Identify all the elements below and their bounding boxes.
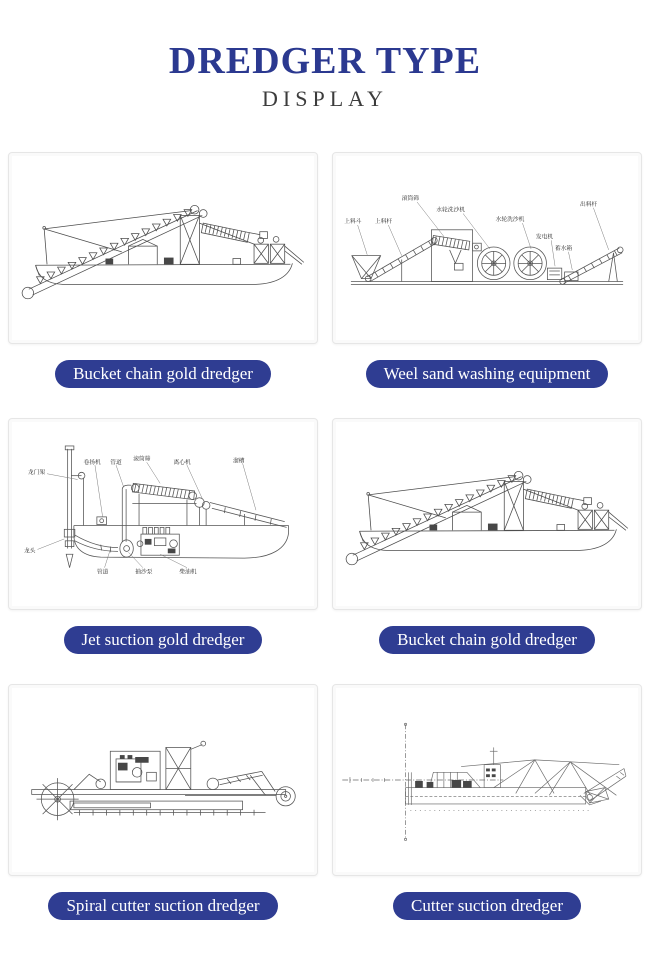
dredger-card [332, 418, 642, 654]
label-button-jet-suction[interactable]: Jet suction gold dredger [64, 626, 263, 654]
dredger-card [8, 418, 318, 654]
dredger-figure-wheel-sand-washing[interactable] [332, 152, 642, 344]
label-button-spiral-cutter[interactable]: Spiral cutter suction dredger [48, 892, 277, 920]
annotation-label: 水轮洗沙机 [495, 217, 525, 224]
annotation-label: 溜槽 [232, 458, 245, 465]
annotation-label: 管道 [96, 569, 109, 576]
dredger-card [8, 152, 318, 388]
label-button-bucket-chain-1[interactable]: Bucket chain gold dredger [55, 360, 271, 388]
annotation-label: 管道 [110, 460, 122, 467]
dredger-grid [0, 152, 650, 920]
annotation-label: 出料杆 [579, 201, 598, 208]
annotation-label: 滚筒筛 [401, 195, 419, 202]
annotation-label: 发电机 [535, 234, 554, 241]
annotation-label: 龙头 [24, 548, 36, 555]
label-button-cutter-suction[interactable]: Cutter suction dredger [393, 892, 581, 920]
dredger-figure-spiral-cutter[interactable] [8, 684, 318, 876]
annotation-label: 蓄水箱 [555, 245, 573, 252]
annotation-label: 上料杆 [374, 218, 393, 225]
wheel-sand-washing-drawing [336, 156, 638, 340]
bucket-chain-drawing [12, 156, 314, 340]
annotation-label: 抽沙泵 [135, 569, 153, 576]
page-subtitle: DISPLAY [262, 85, 388, 111]
label-button-bucket-chain-2[interactable]: Bucket chain gold dredger [379, 626, 595, 654]
annotation-label: 离心机 [173, 460, 191, 467]
annotation-label: 龙门架 [27, 469, 46, 476]
dredger-figure-bucket-chain-2[interactable] [332, 418, 642, 610]
jet-suction-drawing [12, 422, 314, 606]
dredger-card [332, 152, 642, 388]
grid-row-2 [8, 418, 642, 654]
dredger-card [332, 684, 642, 920]
annotation-label: 上料斗 [344, 218, 362, 225]
annotation-label: 水轮洗沙机 [436, 207, 465, 214]
page-header [0, 0, 650, 112]
cutter-suction-drawing [336, 688, 638, 872]
dredger-card [8, 684, 318, 920]
dredger-figure-cutter-suction[interactable] [332, 684, 642, 876]
bucket-chain-drawing [336, 422, 638, 606]
grid-row-3 [8, 684, 642, 920]
annotation-label: 滚筒筛 [133, 456, 151, 463]
dredger-figure-bucket-chain-1[interactable] [8, 152, 318, 344]
annotation-label: 卷扬机 [83, 460, 101, 467]
dredger-figure-jet-suction[interactable] [8, 418, 318, 610]
spiral-cutter-drawing [12, 688, 314, 872]
label-button-wheel-sand-washing[interactable]: Weel sand washing equipment [366, 360, 609, 388]
grid-row-1 [8, 152, 642, 388]
annotation-label: 柴油机 [179, 569, 197, 576]
page-title: DREDGER TYPE [168, 40, 482, 82]
